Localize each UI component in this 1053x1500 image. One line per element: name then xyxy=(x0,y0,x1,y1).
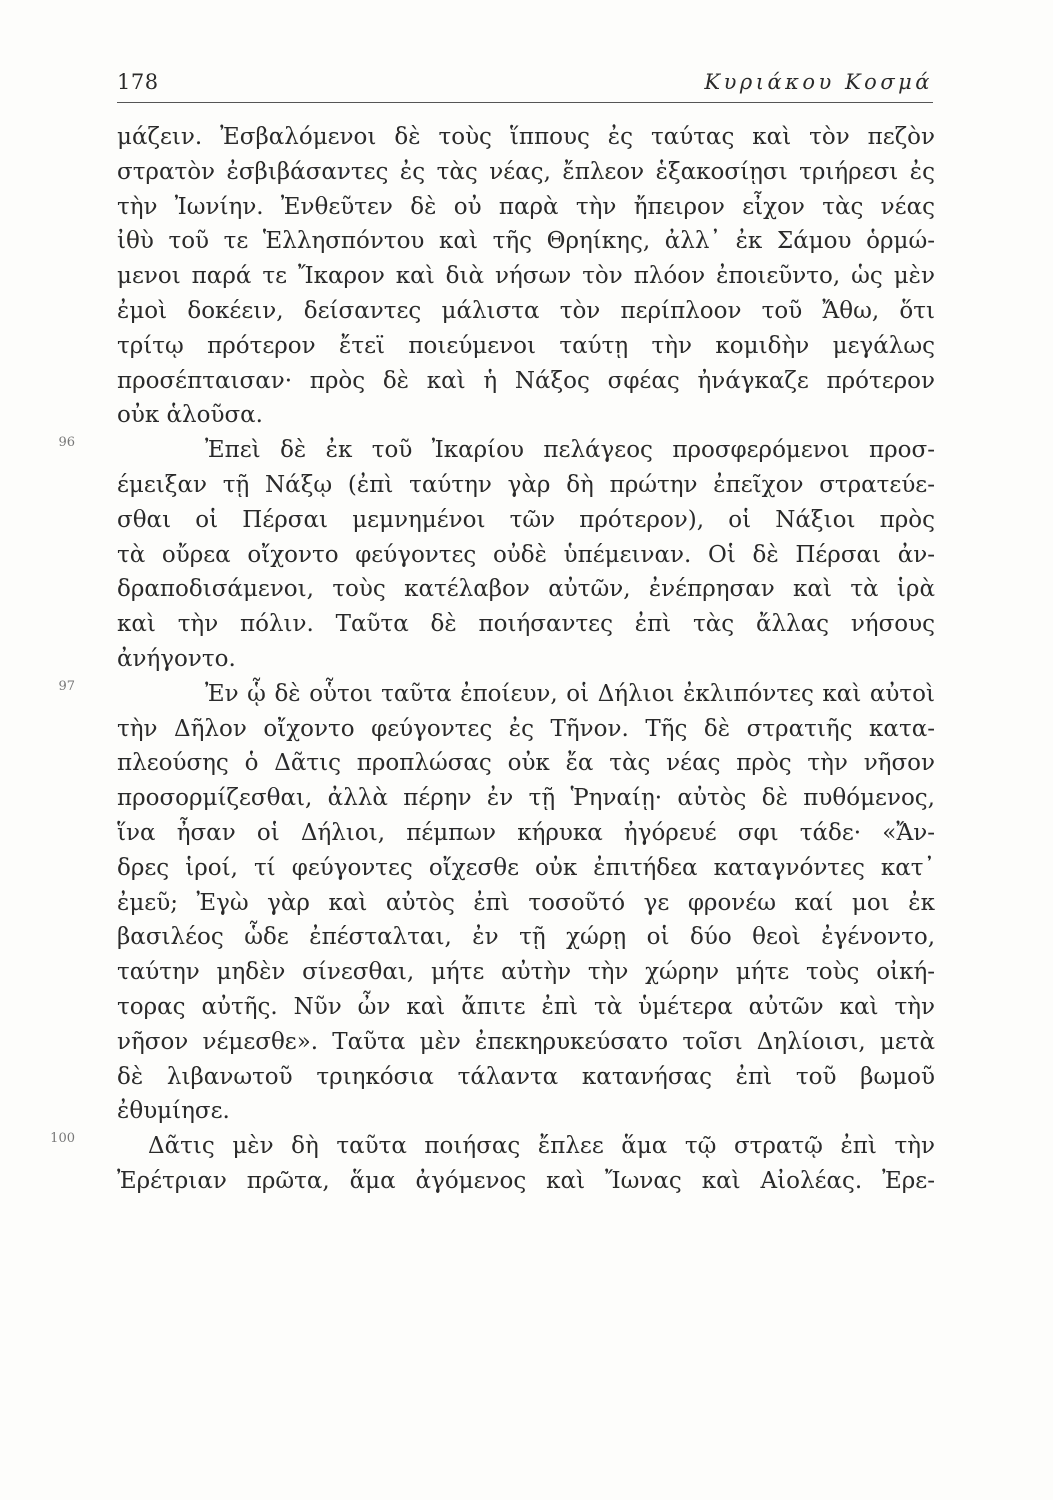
text-line: Δᾶτις μὲν δὴ ταῦτα ποιήσας ἔπλεε ἅμα τῷ στρατῷ ἐπὶ τὴν xyxy=(148,1133,935,1160)
section-number: 100 xyxy=(50,1131,75,1147)
text-line: δραποδισάμενοι, τοὺς κατέλαβον αὐτῶν, ἐνέπρησαν καὶ τὰ ἱρὰ xyxy=(117,576,935,603)
text-line: οὐκ ἁλοῦσα. xyxy=(117,402,263,429)
text-line: ἐμοὶ δοκέειν, δείσαντες μάλιστα τὸν περίπλοον τοῦ Ἄθω, ὅτι xyxy=(117,297,935,324)
text-line: τὴν Ἰωνίην. Ἐνθεῦτεν δὲ οὐ παρὰ τὴν ἤπειρον εἶχον τὰς νέας xyxy=(117,193,935,220)
text-line: ἐθυμίησε. xyxy=(117,1098,230,1125)
text-line: ἵνα ἦσαν οἱ Δήλιοι, πέμπων κήρυκα ἠγόρευέ σφι τάδε· «Ἄν- xyxy=(117,819,935,846)
text-line: ἐμεῦ; Ἐγὼ γὰρ καὶ αὐτὸς ἐπὶ τοσοῦτό γε φρονέω καί μοι ἐκ xyxy=(117,889,935,916)
text-line: δρες ἱροί, τί φεύγοντες οἴχεσθε οὐκ ἐπιτήδεα καταγνόντες κατ᾽ xyxy=(117,854,935,881)
page-header xyxy=(117,68,933,103)
body-text xyxy=(50,120,935,1199)
text-line: τρίτῳ πρότερον ἔτεϊ ποιεύμενοι ταύτῃ τὴν κομιδὴν μεγάλως xyxy=(117,332,935,359)
text-line: Ἐπεὶ δὲ ἐκ τοῦ Ἰκαρίου πελάγεος προσφερόμενοι προσ- xyxy=(205,437,935,464)
text-line: βασιλέος ὧδε ἐπέσταλται, ἐν τῇ χώρῃ οἱ δύο θεοὶ ἐγένοντο, xyxy=(117,924,935,951)
text-line: μενοι παρά τε Ἴκαρον καὶ διὰ νήσων τὸν πλόον ἐποιεῦντο, ὡς μὲν xyxy=(117,263,935,290)
text-line: προσορμίζεσθαι, ἀλλὰ πέρην ἐν τῇ Ῥηναίῃ· αὐτὸς δὲ πυθόμενος, xyxy=(117,785,935,812)
text-line: μάζειν. Ἐσβαλόμενοι δὲ τοὺς ἵππους ἐς ταύτας καὶ τὸν πεζὸν xyxy=(117,124,935,150)
text-line: Ἐν ᾧ δὲ οὗτοι ταῦτα ἐποίευν, οἱ Δήλιοι ἐκλιπόντες καὶ αὐτοὶ xyxy=(205,680,935,707)
text-line: έμειξαν τῇ Νάξῳ (ἐπὶ ταύτην γὰρ δὴ πρώτην ἐπεῖχον στρατεύε- xyxy=(117,471,935,498)
text-line: καὶ τὴν πόλιν. Ταῦτα δὲ ποιήσαντες ἐπὶ τὰς ἄλλας νήσους xyxy=(117,611,935,638)
text-line: πλεούσης ὁ Δᾶτις προπλώσας οὐκ ἔα τὰς νέας πρὸς τὴν νῆσον xyxy=(117,750,935,777)
text-line: προσέπταισαν· πρὸς δὲ καὶ ἡ Νάξος σφέας ἠνάγκαζε πρότερον xyxy=(117,367,935,394)
text-line: τὰ οὔρεα οἴχοντο φεύγοντες οὐδὲ ὑπέμειναν. Οἱ δὲ Πέρσαι ἀν- xyxy=(117,541,935,568)
section-number: 96 xyxy=(58,435,75,451)
text-line: νῆσον νέμεσθε». Ταῦτα μὲν ἐπεκηρυκεύσατο τοῖσι Δηλίοισι, μετὰ xyxy=(117,1028,935,1055)
text-line: τορας αὐτῆς. Νῦν ὦν καὶ ἄπιτε ἐπὶ τὰ ὑμέτερα αὐτῶν καὶ τὴν xyxy=(117,993,935,1020)
text-line: σθαι οἱ Πέρσαι μεμνημένοι τῶν πρότερον), οἱ Νάξιοι πρὸς xyxy=(117,506,935,533)
running-title: Κυριάκου Κοσμά xyxy=(704,70,933,94)
section-number: 97 xyxy=(58,678,75,694)
text-line: ἀνήγοντο. xyxy=(117,645,236,672)
text-line: Ἐρέτριαν πρῶτα, ἅμα ἀγόμενος καὶ Ἴωνας καὶ Αἰολέας. Ἐρε- xyxy=(117,1167,935,1194)
text-line: στρατὸν ἐσβιβάσαντες ἐς τὰς νέας, ἔπλεον ἑξακοσίῃσι τριήρεσι ἐς xyxy=(117,158,935,185)
page-number: 178 xyxy=(117,70,159,94)
text-line: ταύτην μηδὲν σίνεσθαι, μήτε αὐτὴν τὴν χώρην μήτε τοὺς οἰκή- xyxy=(117,959,935,986)
text-line: τὴν Δῆλον οἴχοντο φεύγοντες ἐς Τῆνον. Τῆς δὲ στρατιῆς κατα- xyxy=(117,715,935,742)
text-line: δὲ λιβανωτοῦ τριηκόσια τάλαντα κατανήσας ἐπὶ τοῦ βωμοῦ xyxy=(117,1063,935,1090)
text-line: ἰθὺ τοῦ τε Ἑλλησπόντου καὶ τῆς Θρηίκης, ἀλλ᾽ ἐκ Σάμου ὁρμώ- xyxy=(117,228,935,255)
